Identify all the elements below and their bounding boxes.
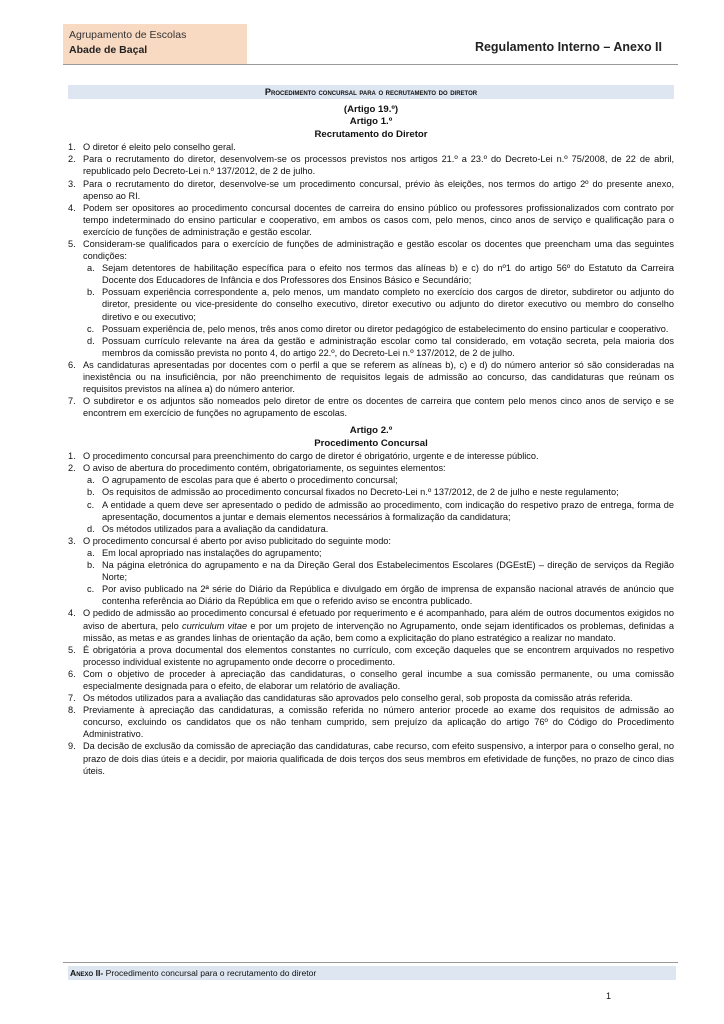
item-text-start: O pedido de admissão ao procedimento concursal é efetuado por requerimento e é acompanhado, para além de outros documentos exigidos no aviso de abertura, pelo [83, 608, 674, 631]
footer-divider [63, 962, 678, 963]
subitem-letter: d. [87, 335, 95, 346]
article-2-heading: Artigo 2.º [349, 425, 393, 437]
item-text: Previamente à apreciação das candidaturas, a comissão referida no número anterior procede ao exame dos requisitos de admissão ao concurso, excluindo os candidatos que os não tenham cumprido, sem prejuízo da aplicação do artigo 76º do Código do Procedimento Administrativo. [83, 705, 674, 740]
article-1-item [68, 238, 674, 262]
item-number: 8. [68, 705, 76, 716]
article-1-item [68, 178, 674, 202]
item-number: 6. [68, 668, 76, 679]
article-2-subitem [68, 499, 674, 523]
article-1-subitem [68, 335, 674, 359]
item-number: 5. [68, 644, 76, 655]
subitem-letter: a. [87, 475, 95, 486]
page-number: 1 [606, 991, 612, 1001]
article-2-item [68, 462, 674, 474]
footer-annex-text: Procedimento concursal para o recrutamento do diretor [103, 968, 317, 978]
item-number: 4. [68, 608, 76, 619]
subitem-text: Possuam experiência correspondente a, pelo menos, um mandato completo no exercício dos cargos de diretor, subdiretor ou adjunto do diretor, presidente ou vice-presidente do conselho executivo, diretor executivo ou adjunto do diretor executivo ou membro do conselho diretivo e ou executivo; [102, 287, 674, 322]
article-1-item [68, 153, 674, 177]
subitem-letter: d. [87, 523, 95, 534]
item-text: As candidaturas apresentadas por docentes com o perfil a que se referem as alíneas b), c) e d) do número anterior só são consideradas na inexistência ou na insuficiência, por não preenchimento de requisitos legais de admissão ao concurso, das candidaturas que reúnam os requisitos previstos na alínea a) do número anterior. [83, 359, 674, 395]
subitem-text: Os métodos utilizados para a avaliação da candidatura. [102, 523, 329, 534]
item-text: O procedimento concursal para preenchimento do cargo de diretor é obrigatório, urgente e de interesse público. [83, 451, 539, 462]
item-text-end: e por um projeto de intervenção no Agrupamento, onde sejam identificados os problemas, definidas a missão, as metas e as grandes linhas de orientação da ação, bem como a explicitação do plano estratégico a realizar no mandato. [83, 620, 674, 643]
item-number: 1. [68, 142, 76, 153]
header-divider [63, 64, 678, 65]
section-title-band [68, 85, 674, 99]
article-1-heading: Artigo 1.º [349, 116, 393, 128]
article-1-subitem [68, 262, 674, 286]
subitem-text: Na página eletrónica do agrupamento e na da Direção Geral dos Estabelecimentos Escolares (DGEstE) – direção de serviços da Região Norte; [102, 560, 674, 583]
school-name-line2: Abade de Baçal [69, 44, 148, 56]
article-1-subitem [68, 323, 674, 335]
item-number: 3. [68, 178, 76, 189]
article-1-item [68, 141, 674, 153]
article-2-item [68, 644, 674, 668]
item-text: O aviso de abertura do procedimento contém, obrigatoriamente, os seguintes elementos: [83, 463, 446, 474]
subitem-text: Possuam experiência de, pelo menos, três anos como diretor ou diretor pedagógico de estabelecimento do ensino particular e cooperativo. [102, 323, 669, 334]
item-number: 5. [68, 238, 76, 249]
subitem-letter: b. [87, 487, 95, 498]
article-2-item [68, 450, 674, 462]
article-1-item [68, 202, 674, 238]
item-number: 2. [68, 463, 76, 474]
article-2-item [68, 535, 674, 547]
subitem-text: Os requisitos de admissão ao procedimento concursal fixados no Decreto-Lei n.º 137/2012, de 2 de julho e neste regulamento; [102, 487, 619, 498]
subitem-text: A entidade a quem deve ser apresentado o pedido de admissão ao procedimento, com indicação do respetivo prazo de entrega, forma de apresentação, documentos a juntar e demais elementos necessários à formalização da candidatura; [102, 499, 674, 522]
subitem-letter: b. [87, 560, 95, 571]
item-text: Da decisão de exclusão da comissão de apreciação das candidaturas, cabe recurso, com efeito suspensivo, a interpor para o conselho geral, no prazo de dois dias úteis e a decidir, por maioria qualificada de dois terços dos seus membros em efetividade de funções, no prazo de cinco dias úteis. [83, 741, 674, 776]
article-2-subitem [68, 583, 674, 607]
item-number: 3. [68, 535, 76, 546]
item-text: O diretor é eleito pelo conselho geral. [83, 142, 236, 153]
footer-band [68, 966, 676, 980]
item-text: Para o recrutamento do diretor, desenvolvem-se os processos previstos nos artigos 21.º a 23.º do Decreto-Lei n.º 75/2008, de 22 de abril, republicado pelo Decreto-Lei n.º 137/2012, de 2 de julho. [83, 154, 674, 177]
subitem-letter: b. [87, 287, 95, 298]
item-number: 7. [68, 396, 76, 407]
article-2-item [68, 692, 674, 704]
subitem-letter: c. [87, 323, 95, 334]
article-2-item [68, 704, 674, 740]
item-text: Podem ser opositores ao procedimento concursal docentes de carreira do ensino público ou professores profissionalizados com contrato por tempo indeterminado do ensino particular e cooperativo, em ambos os casos com, pelo menos, cinco anos de serviço e qualificação para o exercício de funções de administração e gestão escolar. [83, 202, 674, 237]
item-text: É obrigatória a prova documental dos elementos constantes no currículo, com exceção daqueles que se encontrem arquivados no respetivo processo individual existente no agrupamento onde decorre o procedimento. [83, 644, 674, 667]
subitem-text: O agrupamento de escolas para que é aberto o procedimento concursal; [102, 475, 398, 486]
article-1-item [68, 359, 674, 395]
article-2-subitem [68, 559, 674, 583]
article-reference: (Artigo 19.º) [343, 104, 399, 115]
section-title: Procedimento concursal para o recrutamento do diretor [264, 87, 478, 97]
item-text: Consideram-se qualificados para o exercício de funções de administração e gestão escolar os docentes que preencham uma das seguintes condições: [83, 238, 674, 262]
subitem-text: Em local apropriado nas instalações do agrupamento; [102, 547, 322, 558]
article-1-subitem [68, 286, 674, 322]
school-name-line1: Agrupamento de Escolas [69, 29, 187, 41]
article-2-item [68, 668, 674, 692]
subitem-text: Por aviso publicado na 2ª série do Diário da República e divulgado em órgão de imprensa de expansão nacional através de anúncio que contenha referência ao Diário da República em que o referido aviso se encontra publicado. [102, 584, 674, 607]
item-text: O procedimento concursal é aberto por aviso publicitado do seguinte modo: [83, 535, 391, 546]
article-2-item [68, 607, 674, 643]
item-text: Os métodos utilizados para a avaliação das candidaturas são aprovados pelo conselho geral, sob proposta da comissão atrás referida. [83, 693, 633, 704]
subitem-text: Possuam currículo relevante na área da gestão e administração escolar como tal considerado, em votação secreta, pela maioria dos membros da comissão prevista no ponto 4, do artigo 22.º, do Decreto-Lei n.º 137/2012, de 2 de julho. [102, 335, 674, 358]
item-number: 1. [68, 451, 76, 462]
article-2-subitem [68, 474, 674, 486]
article-2-item [68, 740, 674, 776]
item-number: 4. [68, 202, 76, 213]
article-2-subitem [68, 547, 674, 559]
subitem-letter: a. [87, 263, 95, 274]
item-number: 2. [68, 154, 76, 165]
subitem-text: Sejam detentores de habilitação específica para o efeito nos termos das alíneas b) e c) do nº1 do artigo 56º do Estatuto da Carreira Docente dos Educadores de Infância e dos Professores dos Ensinos Básico e Secundário; [102, 263, 674, 286]
article-1-subheading: Recrutamento do Diretor [314, 128, 428, 140]
subitem-letter: c. [87, 499, 95, 510]
item-text-emphasis: curriculum vitae [182, 620, 248, 631]
document-body [68, 104, 674, 777]
document-title: Regulamento Interno – Anexo II [474, 40, 662, 54]
article-2-subheading: Procedimento Concursal [314, 437, 428, 449]
item-text: O subdiretor e os adjuntos são nomeados pelo diretor de entre os docentes de carreira que contem pelo menos cinco anos de serviço e se encontrem em exercício de funções no agrupamento de escolas. [83, 396, 674, 419]
item-number: 9. [68, 741, 76, 752]
article-2-subitem [68, 523, 674, 535]
item-number: 6. [68, 359, 76, 370]
article-1-item [68, 395, 674, 419]
article-2-subitem [68, 486, 674, 498]
subitem-letter: a. [87, 547, 95, 558]
item-text: Com o objetivo de proceder à apreciação das candidaturas, o conselho geral incumbe a sua comissão permanente, ou uma comissão especialmente designada para o efeito, de elaborar um relatório de avaliação. [83, 668, 674, 691]
footer-annex-label: Anexo II- [70, 968, 104, 978]
item-text: Para o recrutamento do diretor, desenvolve-se um procedimento concursal, prévio às eleições, nos termos do artigo 2º do presente anexo, apenso ao RI. [83, 178, 674, 201]
item-number: 7. [68, 693, 76, 704]
subitem-letter: c. [87, 584, 95, 595]
school-name-box [63, 24, 247, 64]
